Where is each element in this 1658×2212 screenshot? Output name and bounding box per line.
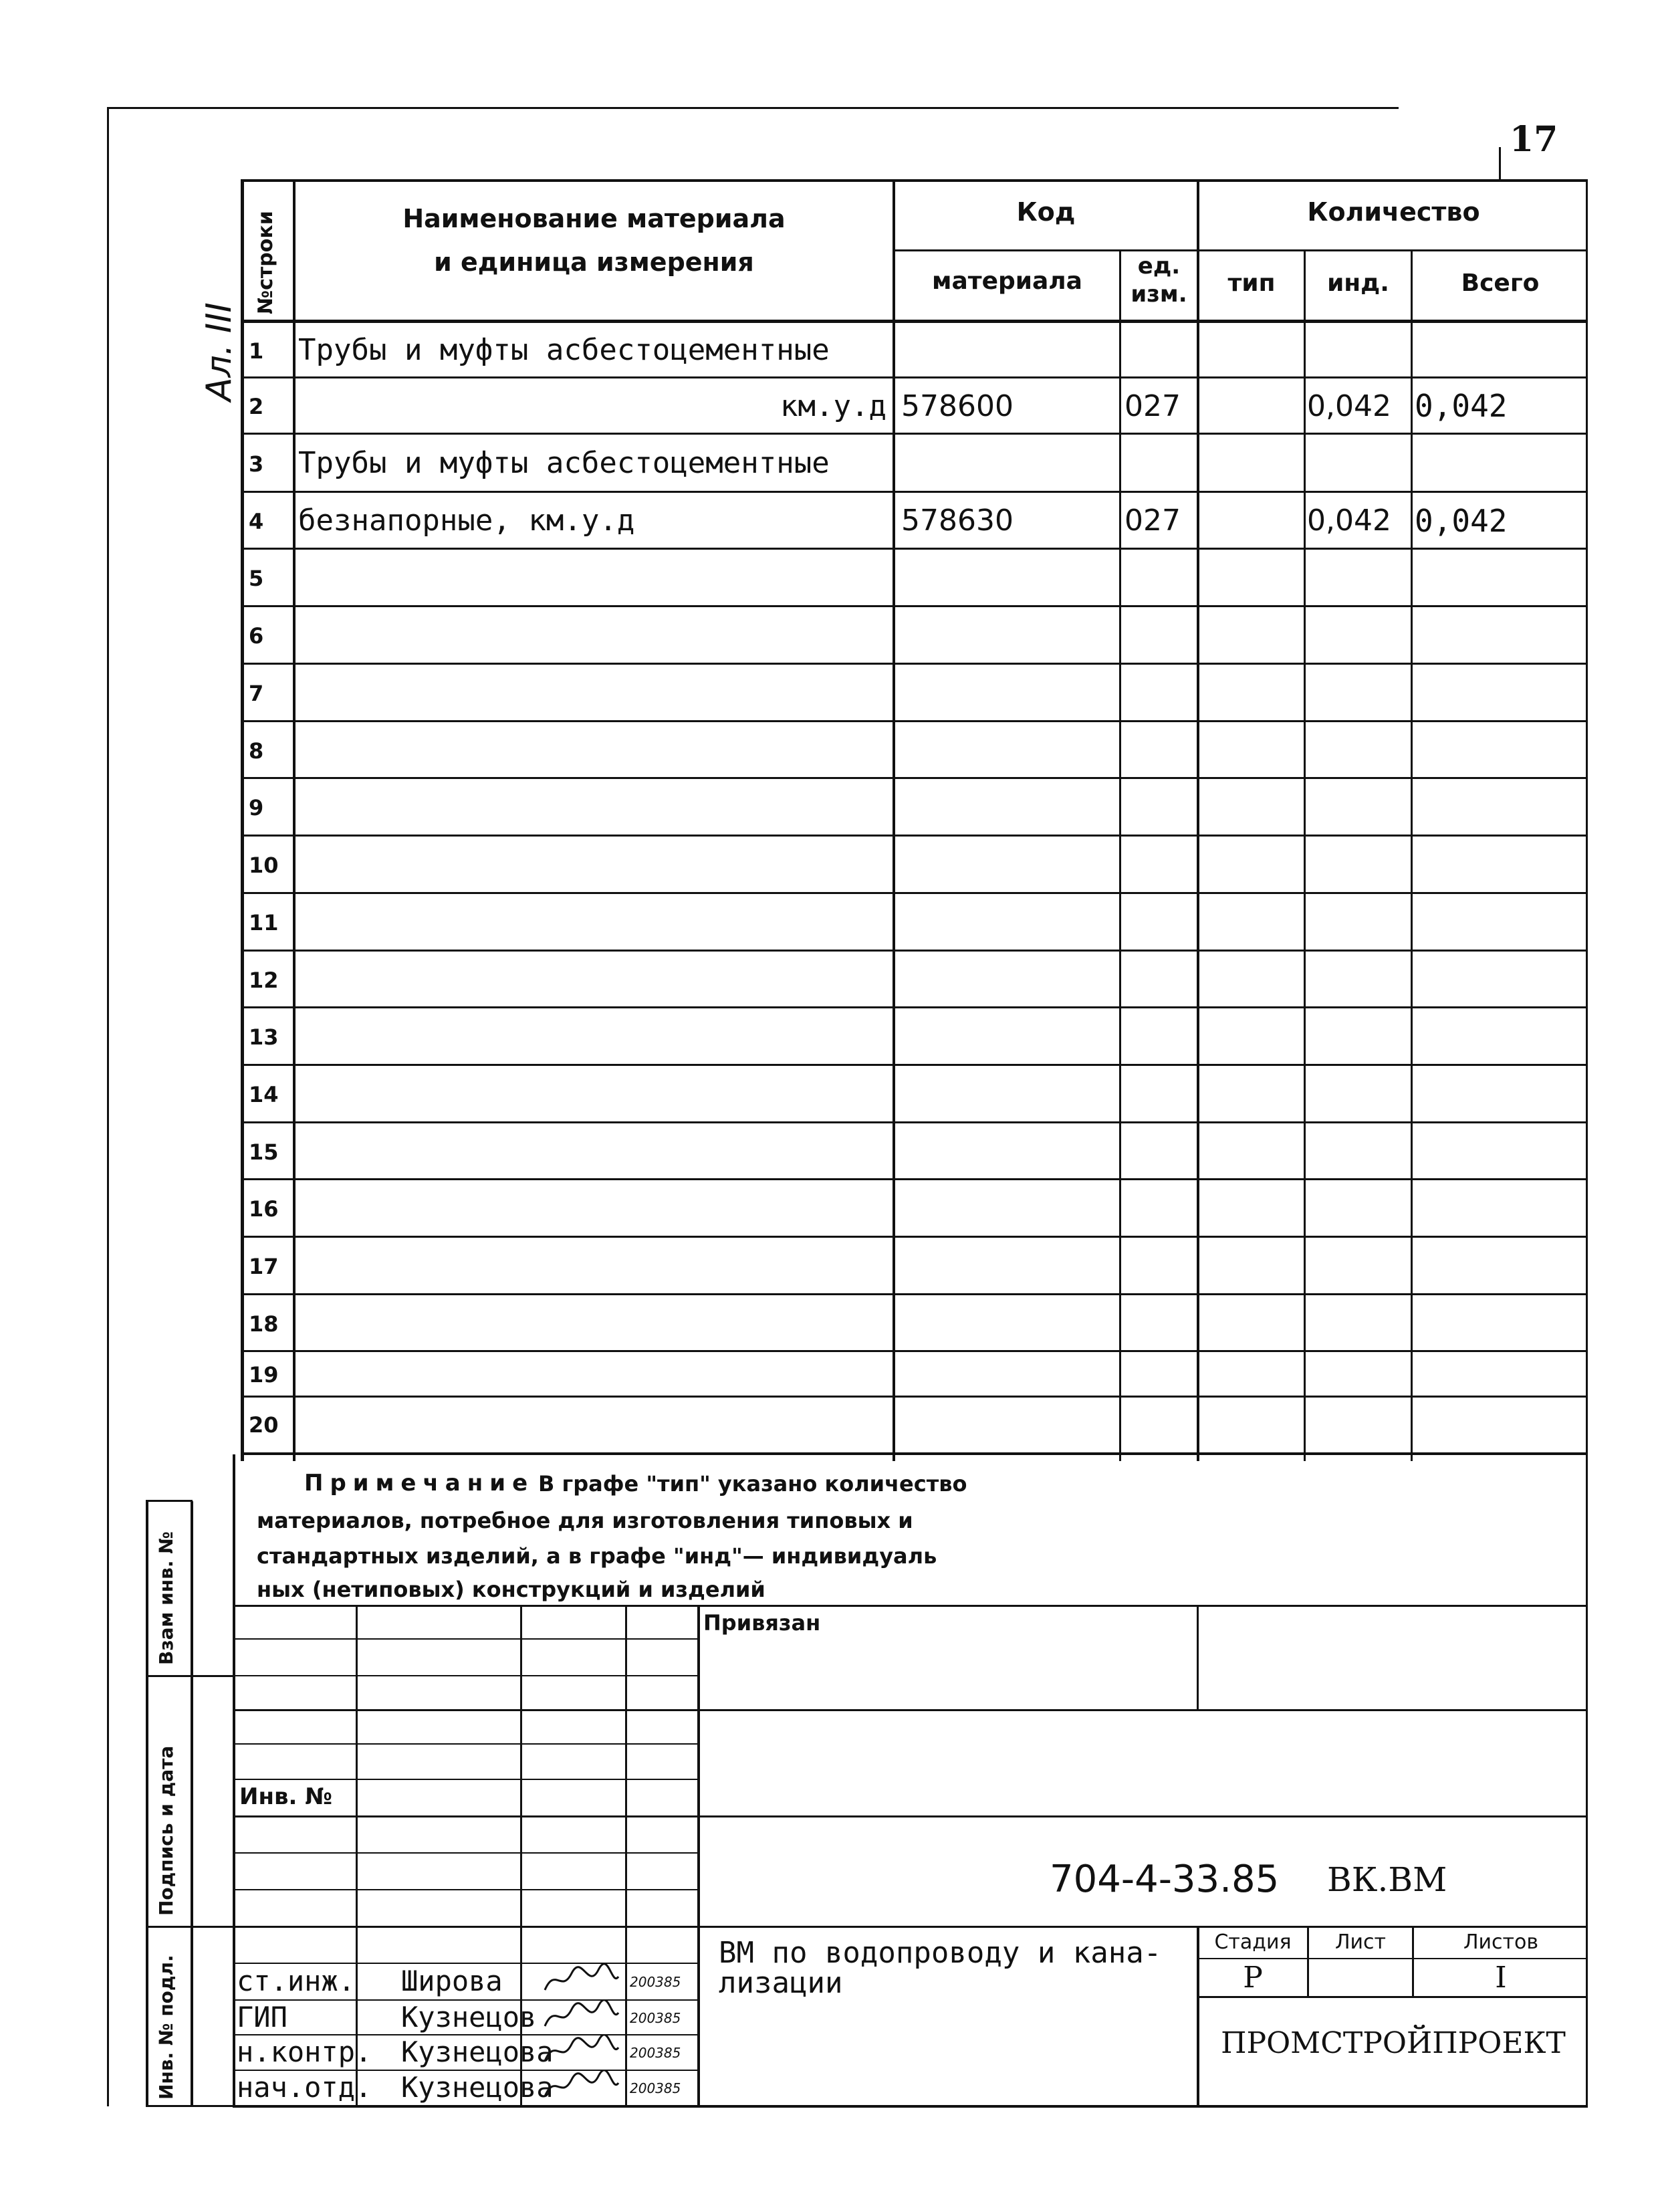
stamp-top-line [233, 1605, 1588, 1607]
signer-date: 200385 [630, 2045, 681, 2061]
stamp-title-line2: лизации [719, 1966, 843, 2000]
cell-name: км.у.д [780, 389, 886, 423]
header-total: Всего [1461, 269, 1540, 297]
signer-role: ГИП [237, 2001, 287, 2033]
signer-role: ст.инж. [237, 1965, 356, 1997]
stamp-hline-3 [233, 1709, 1588, 1711]
cell-n: 13 [249, 1024, 279, 1050]
table-row [241, 550, 1588, 607]
cell-name: Трубы и муфты асбестоцементные [298, 333, 830, 368]
header-name-line1: Наименование материала [402, 204, 786, 233]
signer-role: н.контр. [237, 2035, 372, 2068]
header-code: Код [1016, 197, 1076, 227]
cell-n: 17 [249, 1254, 279, 1279]
signer-date: 200385 [630, 2010, 681, 2026]
header-unit-l1: ед. [1137, 253, 1181, 280]
header-quantity: Количество [1307, 197, 1480, 227]
cell-n: 19 [249, 1362, 279, 1388]
stamp-hline-2 [233, 1675, 699, 1676]
cell-n: 10 [249, 853, 279, 878]
note-label: Примечание [304, 1470, 535, 1497]
stamp-sheet-label: Лист [1334, 1930, 1387, 1954]
cell-code: 578600 [901, 389, 1014, 423]
cell-ind: 0,042 [1307, 389, 1391, 423]
margin-sep2 [146, 1926, 233, 1928]
header-mid-line [893, 249, 1588, 251]
stamp-stage-hline-2 [1197, 1996, 1588, 1998]
header-name-line2: и единица измерения [434, 247, 754, 277]
signature-mark [542, 2070, 622, 2103]
signature-mark [542, 1999, 622, 2033]
stamp-hline-5 [233, 1779, 699, 1780]
side-label: Ал. III [199, 302, 239, 401]
note-line3: стандартных изделий, а в графе "инд"— индивидуаль [257, 1543, 937, 1569]
table-row [241, 894, 1588, 952]
stamp-bottom-line [233, 2105, 1588, 2108]
note-line4: ных (нетиповых) конструкций и изделий [257, 1577, 765, 1602]
stamp-hline-6 [233, 1815, 1588, 1817]
table-row [241, 1123, 1588, 1180]
stamp-divider-main [697, 1605, 700, 2106]
margin-inner-line [191, 1501, 193, 2106]
signer-date: 200385 [630, 2080, 681, 2096]
margin-top-line [146, 1500, 193, 1502]
signature-mark [542, 1963, 622, 1997]
stamp-left-line [233, 1454, 235, 2106]
signature-mark [542, 2034, 622, 2068]
stamp-inv-no: Инв. № [239, 1783, 333, 1810]
stamp-doc-mark: ВК.ВМ [1327, 1860, 1447, 1899]
margin-label-podpis: Подпись и дата [155, 1745, 177, 1916]
cell-n: 20 [249, 1412, 279, 1438]
stamp-hline-7 [233, 1852, 699, 1854]
table-row [241, 722, 1588, 779]
cell-n: 2 [249, 394, 264, 419]
signer-name: Кузнецова [401, 2071, 554, 2104]
top-border [108, 107, 1399, 109]
cell-total: 0,042 [1415, 502, 1508, 539]
stamp-col3 [625, 1605, 627, 2106]
stamp-col1 [356, 1605, 358, 2106]
stamp-title-line1: ВМ по водопроводу и кана- [719, 1936, 1162, 1970]
cell-n: 9 [249, 795, 264, 820]
cell-n: 11 [249, 910, 279, 935]
signer-name: Широва [401, 1965, 503, 1997]
cell-n: 14 [249, 1082, 279, 1107]
cell-n: 8 [249, 738, 264, 764]
stamp-stage-value: Р [1243, 1961, 1263, 1995]
header-material: материала [932, 267, 1082, 295]
cell-ind: 0,042 [1307, 504, 1391, 538]
table-row [241, 1238, 1588, 1295]
header-ind: инд. [1327, 269, 1389, 297]
page-number: 17 [1510, 119, 1558, 160]
note-line2: материалов, потребное для изготовления типовых и [257, 1508, 913, 1533]
margin-label-vzam: Взам инв. № [155, 1531, 177, 1665]
cell-name: безнапорные, км.у.д [298, 504, 635, 538]
cell-n: 18 [249, 1311, 279, 1337]
table-row [241, 1008, 1588, 1066]
table-row [241, 1180, 1588, 1238]
cell-unit: 027 [1124, 389, 1181, 423]
signer-name: Кузнецова [401, 2035, 554, 2068]
cell-n: 12 [249, 967, 279, 993]
table-row [241, 837, 1588, 894]
cell-name: Трубы и муфты асбестоцементные [298, 446, 830, 481]
table-top-border [241, 179, 1588, 182]
stamp-hline-8 [233, 1889, 699, 1890]
stamp-doc-code: 704-4-33.85 [1050, 1858, 1280, 1901]
cell-n: 1 [249, 338, 264, 364]
header-row-number: №строки [254, 211, 277, 314]
margin-left-line [146, 1501, 148, 2106]
table-row [241, 665, 1588, 722]
table-row [241, 1398, 1588, 1452]
cell-n: 4 [249, 508, 264, 534]
cell-n: 3 [249, 451, 264, 477]
margin-label-inv-podl: Инв. № подл. [155, 1955, 177, 2100]
page-number-tick [1499, 147, 1501, 181]
table-row [241, 779, 1588, 837]
margin-sep1 [146, 1675, 233, 1677]
table-row [241, 1295, 1588, 1352]
signer-role: нач.отд. [237, 2071, 372, 2104]
cell-unit: 027 [1124, 504, 1181, 538]
stamp-stage-hline-1 [1197, 1958, 1588, 1959]
table-row [241, 1066, 1588, 1123]
stamp-hline-10 [233, 1963, 699, 1964]
cell-total: 0,042 [1415, 388, 1508, 425]
cell-n: 5 [249, 566, 264, 591]
cell-n: 7 [249, 681, 264, 706]
cell-code: 578630 [901, 504, 1014, 538]
stamp-privyazan-divider [1197, 1605, 1199, 1710]
header-type: тип [1227, 269, 1276, 297]
stamp-privyazan: Привязан [703, 1610, 821, 1636]
table-row [241, 952, 1588, 1008]
margin-bottom-line [146, 2105, 233, 2107]
note-line1: В графе "тип" указано количество [538, 1471, 967, 1497]
table-bottom-line [241, 1452, 1588, 1455]
stamp-hline-4 [233, 1743, 699, 1745]
stamp-hline-1 [233, 1638, 699, 1640]
header-unit-l2: изм. [1131, 281, 1187, 308]
stamp-organization: ПРОМСТРОЙПРОЕКТ [1221, 2026, 1566, 2060]
stamp-stage-label: Стадия [1214, 1930, 1292, 1954]
stamp-sheets-label: Листов [1463, 1930, 1539, 1954]
left-outer-border [107, 107, 109, 2106]
stamp-sheets-value: I [1495, 1961, 1507, 1995]
cell-n: 6 [249, 623, 264, 649]
table-row [241, 607, 1588, 665]
stamp-hline-9 [233, 1926, 1588, 1928]
signer-date: 200385 [630, 1974, 681, 1990]
signer-name: Кузнецов [401, 2001, 537, 2033]
table-row [241, 1352, 1588, 1398]
cell-n: 16 [249, 1196, 279, 1222]
cell-n: 15 [249, 1139, 279, 1165]
